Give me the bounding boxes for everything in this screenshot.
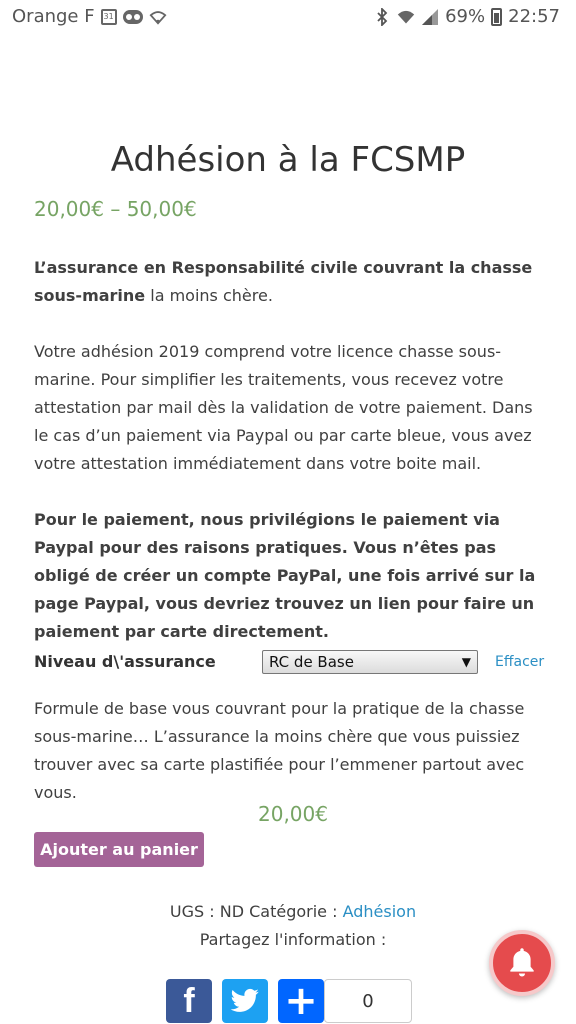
variation-label: Niveau d\'assurance bbox=[34, 652, 216, 671]
facebook-icon: f bbox=[183, 981, 195, 1020]
signal-icon bbox=[421, 8, 439, 26]
clear-link[interactable]: Effacer bbox=[495, 654, 545, 670]
notification-bell-button[interactable] bbox=[489, 930, 555, 996]
carrier-name: Orange F bbox=[12, 6, 95, 27]
sku-value: ND bbox=[219, 902, 245, 921]
twitter-share-button[interactable] bbox=[222, 979, 268, 1023]
intro-paragraph bbox=[34, 254, 544, 310]
intro-rest-text: la moins chère. bbox=[145, 286, 273, 305]
battery-percent: 69% bbox=[445, 6, 486, 27]
product-meta bbox=[0, 902, 576, 921]
payment-paragraph: Pour le paiement, nous privilégions le paiement via Paypal pour des raisons pratiques. Vous n’êtes pas obligé de créer un compte PayPal, une fois arrivé sur la page Paypal, vous devriez trouvez un lien pour faire un paiement par carte directement. bbox=[34, 510, 536, 641]
clock: 22:57 bbox=[508, 6, 560, 27]
status-bar-left bbox=[12, 6, 167, 27]
more-share-button[interactable] bbox=[278, 979, 324, 1023]
select-value: RC de Base bbox=[269, 653, 354, 671]
share-title: Partagez l'information : bbox=[199, 930, 387, 949]
bell-icon bbox=[507, 947, 537, 979]
battery-icon bbox=[491, 8, 502, 26]
description-paragraph: Votre adhésion 2019 comprend votre licence chasse sous-marine. Pour simplifier les traitements, vous recevez votre attestation par mail dès la validation de votre paiement. Dans le cas d’un paiement via Paypal ou par carte bleue, vous avez votre attestation immédiatement dans votre boite mail. bbox=[34, 342, 533, 473]
status-bar bbox=[0, 0, 576, 34]
sku-label: UGS : bbox=[169, 902, 215, 921]
share-buttons bbox=[166, 979, 412, 1023]
variation-price: 20,00€ bbox=[258, 802, 328, 826]
chevron-down-icon: ▼ bbox=[461, 655, 471, 669]
wifi-icon bbox=[397, 8, 415, 26]
facebook-share-button[interactable] bbox=[166, 979, 212, 1023]
twitter-icon bbox=[230, 988, 260, 1014]
share-count: 0 bbox=[324, 979, 412, 1023]
voicemail-icon bbox=[123, 10, 143, 24]
page-title: Adhésion à la FCSMP bbox=[110, 140, 466, 180]
calendar-icon: 31 bbox=[101, 9, 117, 25]
bluetooth-icon bbox=[373, 8, 391, 26]
insurance-level-select[interactable] bbox=[262, 650, 478, 674]
intro-bold-text: L’assurance en Responsabilité civile couvrant la chasse sous-marine bbox=[34, 258, 533, 305]
wifi-icon bbox=[149, 8, 167, 26]
status-bar-right bbox=[373, 6, 560, 27]
variation-description: Formule de base vous couvrant pour la pratique de la chasse sous-marine… L’assurance la moins chère que vous puissiez trouver avec sa carte plastifiée pour l’emmener partout avec vous. bbox=[34, 699, 525, 802]
category-label: Catégorie : bbox=[249, 902, 338, 921]
price-range: 20,00€ – 50,00€ bbox=[34, 197, 197, 221]
category-link[interactable]: Adhésion bbox=[342, 902, 417, 921]
add-to-cart-button[interactable]: Ajouter au panier bbox=[34, 832, 204, 867]
plus-icon: + bbox=[284, 978, 318, 1024]
